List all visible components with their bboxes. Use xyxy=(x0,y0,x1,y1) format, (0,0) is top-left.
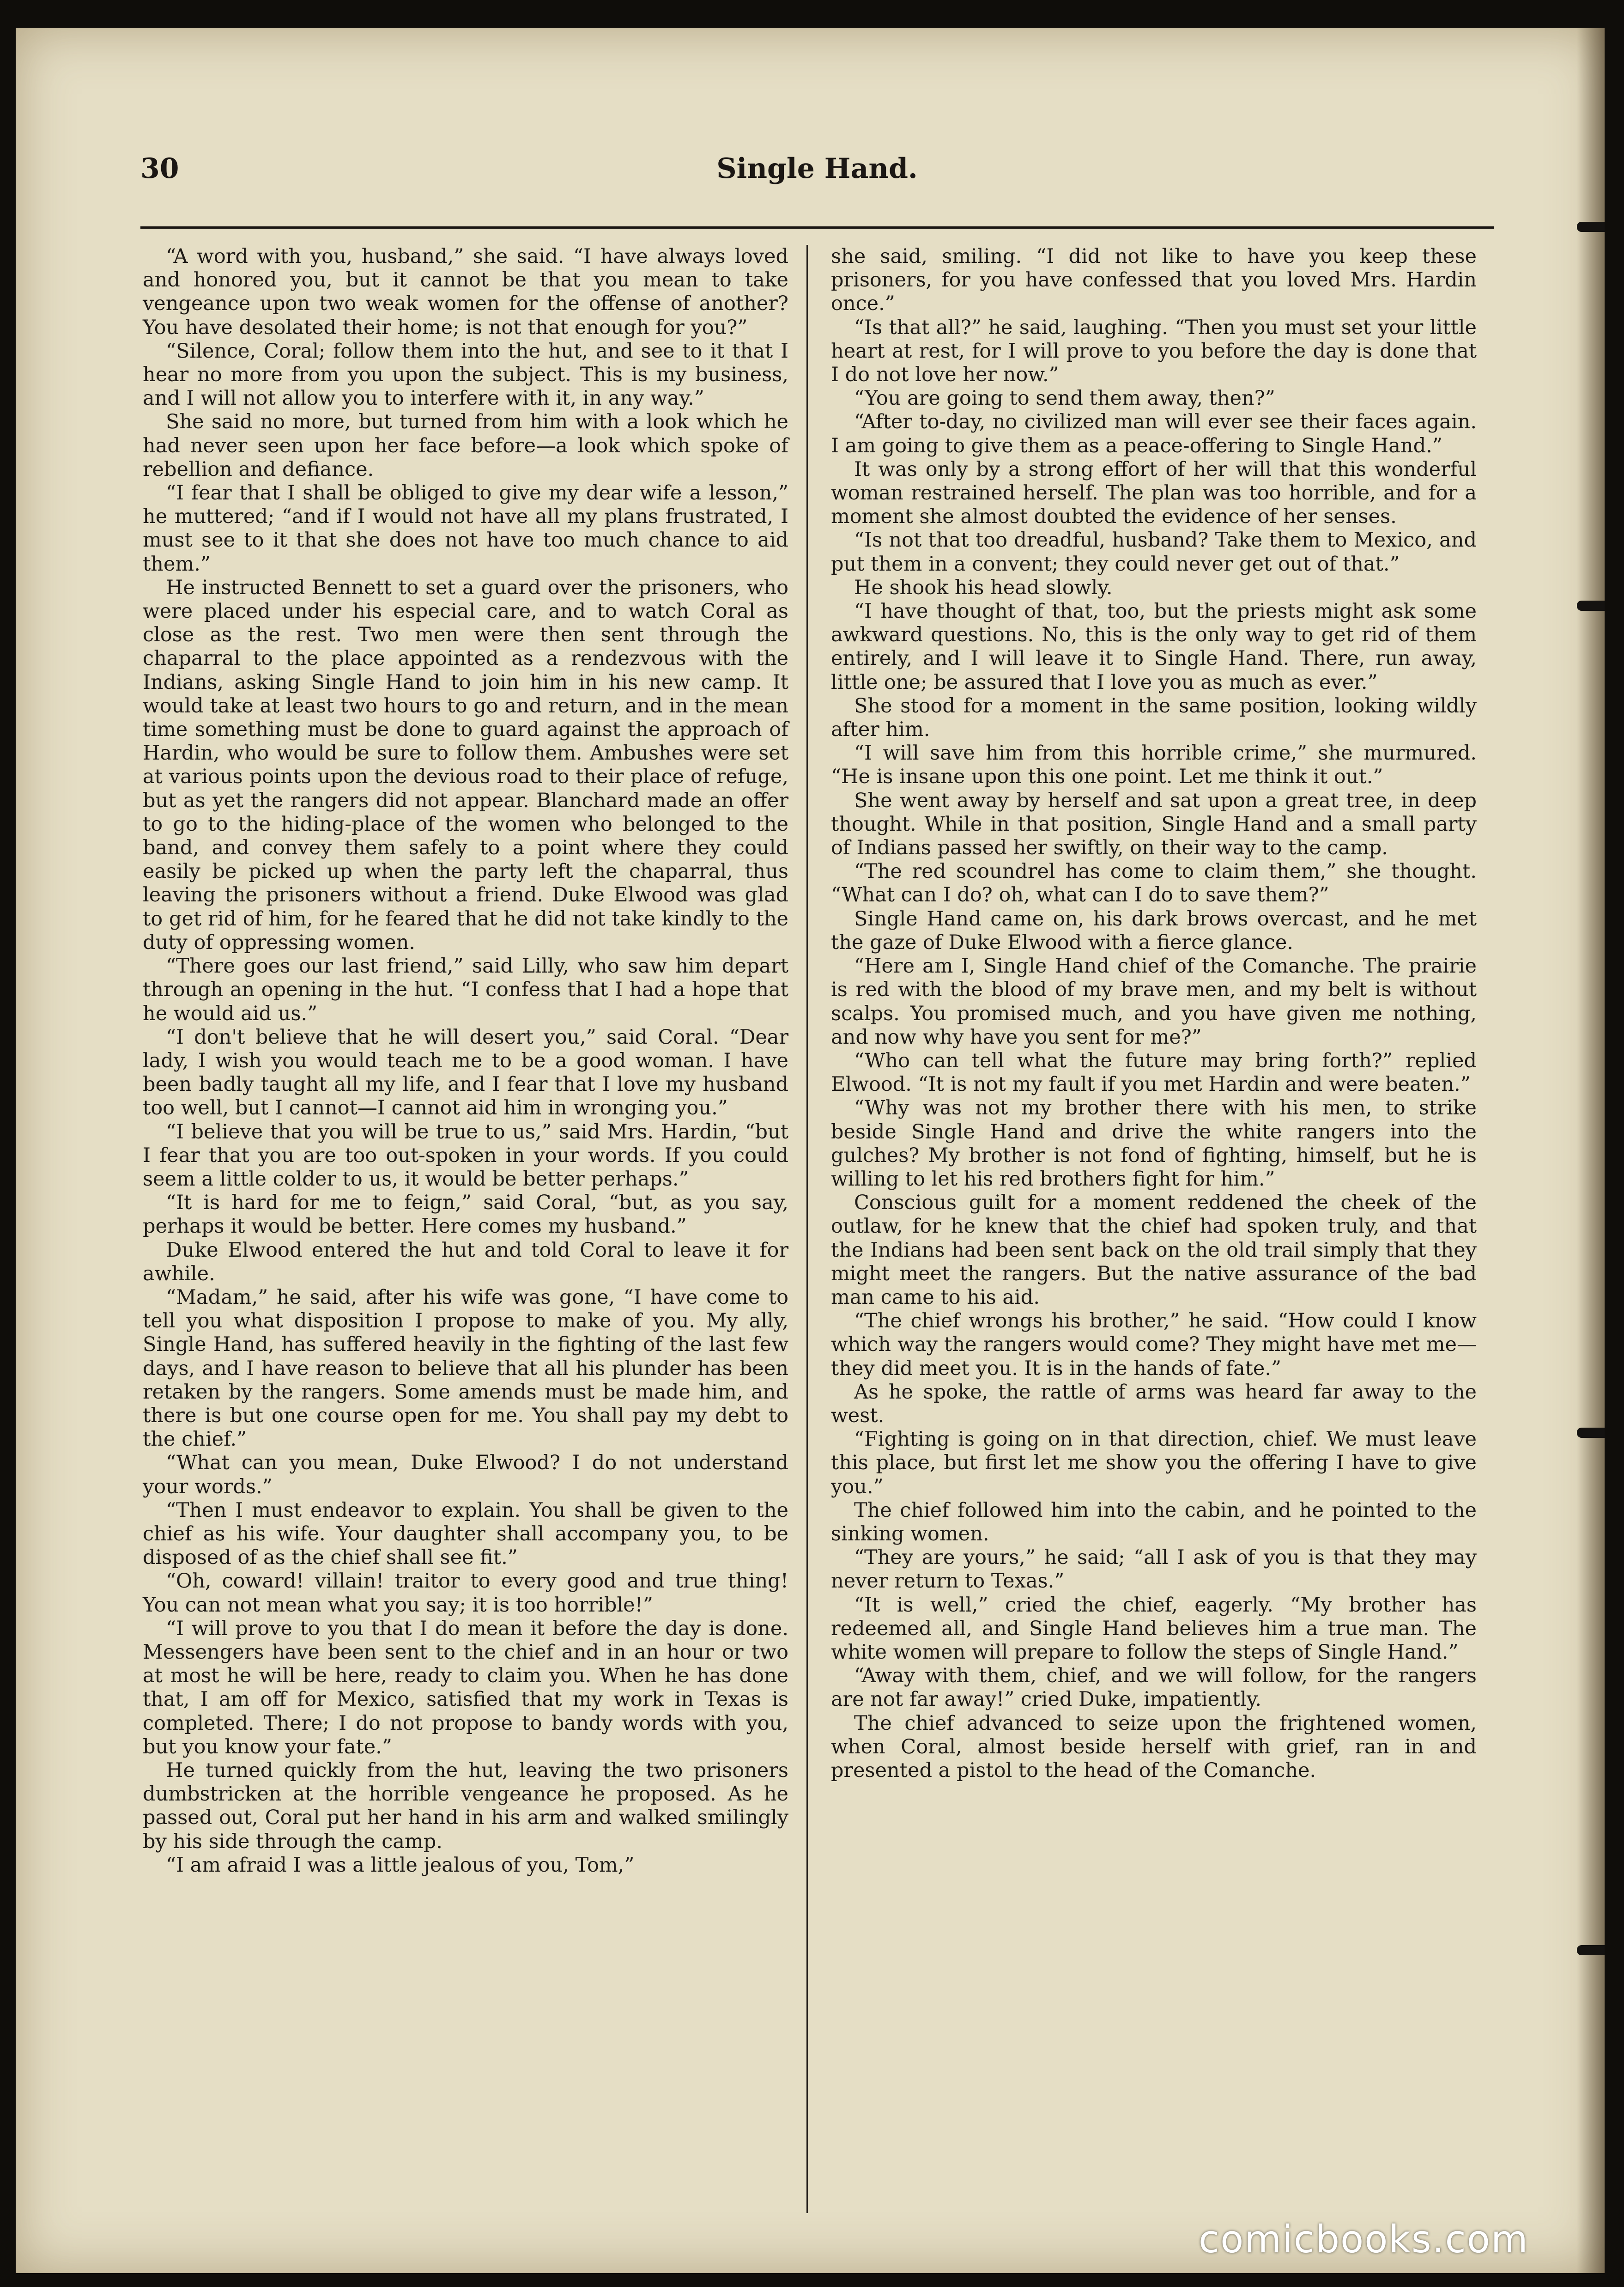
binding-staple xyxy=(1577,1945,1605,1955)
paragraph: “Who can tell what the future may bring forth?” replied Elwood. “It is not my fault if you met Hardin and were beaten.” xyxy=(831,1049,1477,1096)
binding-staple xyxy=(1577,601,1605,611)
paragraph: The chief followed him into the cabin, and he pointed to the sinking women. xyxy=(831,1498,1477,1545)
paragraph: “I believe that you will be true to us,” said Mrs. Hardin, “but I fear that you are too out-spoken in your words. If you could seem a little colder to us, it would be better perhaps.” xyxy=(143,1120,788,1191)
column-divider xyxy=(806,245,808,2213)
paragraph: “A word with you, husband,” she said. “I have always loved and honored you, but it cannot be that you mean to take vengeance upon two weak women for the offense of another? You have desolated their home; is not that enough for you?” xyxy=(143,245,788,339)
paragraph: As he spoke, the rattle of arms was heard far away to the west. xyxy=(831,1380,1477,1427)
paragraph: “Then I must endeavor to explain. You shall be given to the chief as his wife. Your daughter shall accompany you, to be disposed of as the chief shall see fit.” xyxy=(143,1498,788,1569)
paragraph: “They are yours,” he said; “all I ask of you is that they may never return to Texas.” xyxy=(831,1546,1477,1593)
right-column xyxy=(831,245,1477,2218)
paragraph: “I have thought of that, too, but the priests might ask some awkward questions. No, this is the only way to get rid of them entirely, and I will leave it to Single Hand. There, run away, little one; be assured that I love you as much as ever.” xyxy=(831,600,1477,694)
paragraph: she said, smiling. “I did not like to have you keep these prisoners, for you have confessed that you loved Mrs. Hardin once.” xyxy=(831,245,1477,316)
binding-spine xyxy=(1577,28,1605,2273)
paragraph: “Oh, coward! villain! traitor to every good and true thing! You can not mean what you say; it is too horrible!” xyxy=(143,1569,788,1617)
paragraph: “The chief wrongs his brother,” he said. “How could I know which way the rangers would come? They might have met me—they did meet you. It is in the hands of fate.” xyxy=(831,1309,1477,1380)
paragraph: “It is hard for me to feign,” said Coral, “but, as you say, perhaps it would be better. Here comes my husband.” xyxy=(143,1191,788,1238)
paragraph: “It is well,” cried the chief, eagerly. “My brother has redeemed all, and Single Hand believes him a true man. The white women will prepare to follow the steps of Single Hand.” xyxy=(831,1593,1477,1664)
magazine-page xyxy=(16,28,1605,2273)
binding-staple xyxy=(1577,1428,1605,1438)
paragraph: “Here am I, Single Hand chief of the Comanche. The prairie is red with the blood of my brave men, and my belt is without scalps. You promised much, and you have given me nothing, and now why have you sent for me?” xyxy=(831,955,1477,1049)
paragraph: “Fighting is going on in that direction, chief. We must leave this place, but first let me show you the offering I have to give you.” xyxy=(831,1428,1477,1498)
paragraph: “I will save him from this horrible crime,” she murmured. “He is insane upon this one point. Let me think it out.” xyxy=(831,742,1477,789)
paragraph: “What can you mean, Duke Elwood? I do not understand your words.” xyxy=(143,1451,788,1498)
paragraph: “I am afraid I was a little jealous of you, Tom,” xyxy=(166,1853,635,1877)
paragraph: “Away with them, chief, and we will follow, for the rangers are not far away!” cried Duke, impatiently. xyxy=(831,1664,1477,1711)
paragraph: “I don't believe that he will desert you,” said Coral. “Dear lady, I wish you would teach me to be a good woman. I have been badly taught all my life, and I fear that I love my husband too well, but I cannot—I cannot aid him in wronging you.” xyxy=(143,1025,788,1120)
paragraph: The chief advanced to seize upon the frightened women, when Coral, almost beside herself with grief, ran in and presented a pistol to the head of the Comanche. xyxy=(831,1711,1477,1782)
paragraph: “The red scoundrel has come to claim them,” she thought. “What can I do? oh, what can I do to save them?” xyxy=(831,860,1477,907)
paragraph: He turned quickly from the hut, leaving the two prisoners dumbstricken at the horrible vengeance he proposed. As he passed out, Coral put her hand in his arm and walked smilingly by his side through the camp. xyxy=(143,1759,788,1853)
paragraph: “Why was not my brother there with his men, to strike beside Single Hand and drive the white rangers into the gulches? My brother is not fond of fighting, himself, but he is willing to let his red brothers fight for him.” xyxy=(831,1096,1477,1191)
paragraph: Single Hand came on, his dark brows overcast, and he met the gaze of Duke Elwood with a fierce glance. xyxy=(831,907,1477,954)
paragraph: Duke Elwood entered the hut and told Coral to leave it for awhile. xyxy=(143,1238,788,1285)
paragraph: Conscious guilt for a moment reddened the cheek of the outlaw, for he knew that the chief had spoken truly, and that the Indians had been sent back on the old trail simply that they might meet the rangers. But the native assurance of the bad man came to his aid. xyxy=(831,1191,1477,1309)
paragraph: It was only by a strong effort of her will that this wonderful woman restrained herself. The plan was too horrible, and for a moment she almost doubted the evidence of her senses. xyxy=(831,457,1477,529)
watermark: comicbooks.com xyxy=(1199,2218,1529,2262)
header-rule xyxy=(140,226,1494,229)
paragraph: “You are going to send them away, then?” xyxy=(854,387,1275,410)
paragraph: “There goes our last friend,” said Lilly, who saw him depart through an opening in the hut. “I confess that I had a hope that he would aid us.” xyxy=(143,955,788,1025)
paragraph: “Is that all?” he said, laughing. “Then you must set your little heart at rest, for I will prove to you before the day is done that I do not love her now.” xyxy=(831,316,1477,387)
binding-staple xyxy=(1577,222,1605,232)
paragraph: “Madam,” he said, after his wife was gone, “I have come to tell you what disposition I propose to make of you. My ally, Single Hand, has suffered heavily in the fighting of the last few days, and I have reason to believe that all his plunder has been retaken by the rangers. Some amends must be made him, and there is but one course open for me. You shall pay my debt to the chief.” xyxy=(143,1285,788,1451)
paragraph: “After to-day, no civilized man will ever see their faces again. I am going to give them as a peace-offering to Single Hand.” xyxy=(831,410,1477,457)
paragraph: “Is not that too dreadful, husband? Take them to Mexico, and put them in a convent; they could never get out of that.” xyxy=(831,529,1477,576)
paragraph: He shook his head slowly. xyxy=(854,576,1113,599)
paragraph: “Silence, Coral; follow them into the hut, and see to it that I hear no more from you upon the subject. This is my business, and I will not allow you to interfere with it, in any way.” xyxy=(143,339,788,410)
page-number: 30 xyxy=(140,152,179,185)
page-header xyxy=(140,152,1494,208)
paragraph: He instructed Bennett to set a guard over the prisoners, who were placed under his especial care, and to watch Coral as close as the rest. Two men were then sent through the chaparral to the place appointed as a rendezvous with the Indians, asking Single Hand to join him in his new camp. It would take at least two hours to go and return, and in the mean time something must be done to guard against the approach of Hardin, who would be sure to follow them. Ambushes were set at various points upon the devious road to their place of refuge, but as yet the rangers did not appear. Blanchard made an offer to go to the hiding-place of the women who belonged to the band, and convey them safely to a point where they could easily be picked up when the party left the chaparral, thus leaving the prisoners without a friend. Duke Elwood was glad to get rid of him, for he feared that he did not take kindly to the duty of oppressing women. xyxy=(143,576,788,954)
left-column xyxy=(143,245,788,2218)
paragraph: She went away by herself and sat upon a great tree, in deep thought. While in that position, Single Hand and a small party of Indians passed her swiftly, on their way to the camp. xyxy=(831,789,1477,860)
paragraph: “I fear that I shall be obliged to give my dear wife a lesson,” he muttered; “and if I would not have all my plans frustrated, I must see to it that she does not have too much chance to aid them.” xyxy=(143,481,788,576)
paragraph: She stood for a moment in the same position, looking wildly after him. xyxy=(831,694,1477,742)
paragraph: She said no more, but turned from him with a look which he had never seen upon her face before—a look which spoke of rebellion and defiance. xyxy=(143,410,788,481)
paragraph: “I will prove to you that I do mean it before the day is done. Messengers have been sent to the chief and in an hour or two at most he will be here, ready to claim you. When he has done that, I am off for Mexico, satisfied that my work in Texas is completed. There; I do not propose to bandy words with you, but you know your fate.” xyxy=(143,1617,788,1758)
running-title: Single Hand. xyxy=(716,152,918,185)
